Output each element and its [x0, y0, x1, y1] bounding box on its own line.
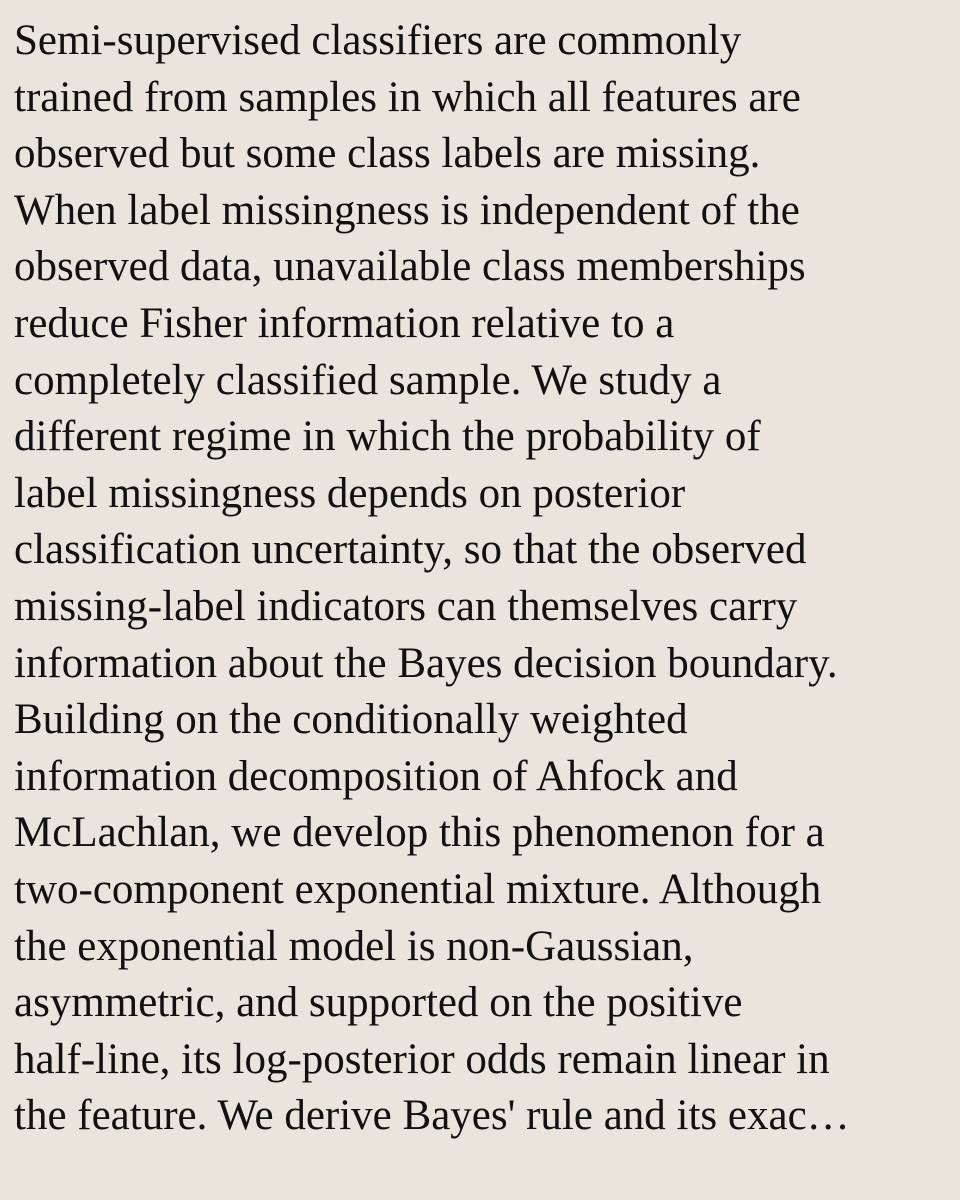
- text-line: trained from samples in which all features are: [14, 73, 801, 121]
- text-line: completely classified sample. We study a: [14, 356, 722, 404]
- text-line: asymmetric, and supported on the positive: [14, 979, 743, 1027]
- text-line: When label missingness is independent of the: [14, 186, 800, 234]
- text-line: classification uncertainty, so that the observed: [14, 526, 807, 574]
- abstract-text: [14, 13, 960, 1145]
- text-line: reduce Fisher information relative to a: [14, 299, 675, 347]
- text-line: observed data, unavailable class memberships: [14, 243, 806, 291]
- text-line: label missingness depends on posterior: [14, 469, 686, 517]
- text-line: half-line, its log-posterior odds remain linear in: [14, 1035, 830, 1083]
- text-line: information decomposition of Ahfock and: [14, 752, 738, 800]
- text-line: the feature. We derive Bayes' rule and its exac…: [14, 1092, 850, 1140]
- text-line: observed but some class labels are missing.: [14, 130, 761, 178]
- text-line: different regime in which the probability of: [14, 413, 761, 461]
- text-line: Building on the conditionally weighted: [14, 696, 688, 744]
- text-line: McLachlan, we develop this phenomenon for a: [14, 809, 825, 857]
- text-line: the exponential model is non-Gaussian,: [14, 922, 694, 970]
- text-line: two-component exponential mixture. Although: [14, 865, 822, 913]
- text-line: Semi-supervised classifiers are commonly: [14, 17, 742, 64]
- text-line: information about the Bayes decision boundary.: [14, 639, 838, 687]
- text-line: missing-label indicators can themselves carry: [14, 582, 798, 630]
